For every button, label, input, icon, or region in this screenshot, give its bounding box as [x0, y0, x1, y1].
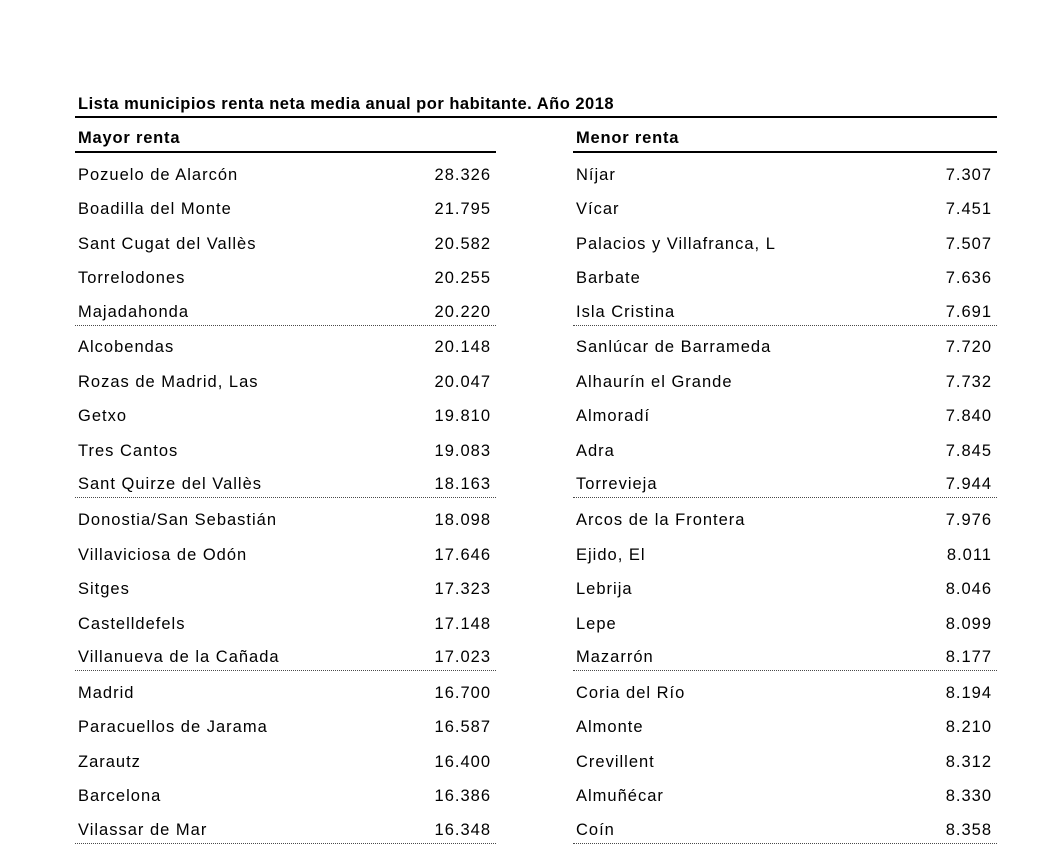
table-row: [75, 360, 496, 395]
municipality-name: Almonte: [576, 718, 644, 737]
income-value: 7.636: [945, 269, 992, 288]
table-row: [573, 464, 997, 499]
income-value: 17.148: [434, 614, 491, 633]
municipality-name: Tres Cantos: [78, 441, 179, 460]
income-value: 28.326: [434, 165, 491, 184]
table-row: [75, 326, 496, 361]
mayor-renta-column: [75, 118, 496, 844]
table-row: [573, 291, 997, 326]
income-value: 7.691: [945, 302, 992, 321]
table-row: [573, 533, 997, 568]
income-value: 17.646: [434, 545, 491, 564]
income-value: 17.323: [434, 580, 491, 599]
municipality-name: Mazarrón: [576, 648, 654, 667]
municipality-name: Coín: [576, 820, 615, 839]
income-value: 19.083: [434, 441, 491, 460]
income-value: 8.099: [945, 614, 992, 633]
income-value: 18.098: [434, 511, 491, 530]
income-value: 8.011: [946, 545, 992, 564]
municipality-name: Sant Quirze del Vallès: [78, 475, 263, 494]
municipality-name: Sant Cugat del Vallès: [78, 234, 257, 253]
income-value: 17.023: [434, 648, 491, 667]
menor-renta-column: [573, 118, 997, 844]
income-value: 21.795: [434, 200, 491, 219]
table-row: [75, 809, 496, 844]
table-row: [573, 222, 997, 257]
income-value: 7.944: [945, 475, 992, 494]
municipality-name: Lepe: [576, 614, 617, 633]
table-row: [573, 498, 997, 533]
table-row: [75, 395, 496, 430]
income-value: 19.810: [434, 407, 491, 426]
table-row: [573, 153, 997, 188]
municipality-name: Paracuellos de Jarama: [78, 718, 268, 737]
municipality-name: Alcobendas: [78, 338, 175, 357]
income-value: 8.194: [945, 683, 992, 702]
municipality-name: Pozuelo de Alarcón: [78, 165, 239, 184]
income-value: 20.582: [434, 234, 491, 253]
income-value: 8.358: [945, 820, 992, 839]
mayor-renta-rows: [75, 153, 496, 844]
municipality-name: Vícar: [576, 200, 620, 219]
income-value: 7.976: [945, 511, 992, 530]
income-value: 7.507: [945, 234, 992, 253]
income-value: 7.720: [945, 338, 992, 357]
table-row: [573, 706, 997, 741]
table-row: [573, 257, 997, 292]
municipality-name: Madrid: [78, 683, 135, 702]
municipality-name: Almoradí: [576, 407, 651, 426]
municipality-name: Torrevieja: [576, 475, 658, 494]
municipality-name: Boadilla del Monte: [78, 200, 232, 219]
table-row: [75, 222, 496, 257]
municipality-name: Vilassar de Mar: [78, 820, 208, 839]
page-title: Lista municipios renta neta media anual por habitante. Año 2018: [78, 95, 615, 113]
column-header-menor-renta: Menor renta: [573, 118, 997, 153]
municipality-name: Sanlúcar de Barrameda: [576, 338, 772, 357]
income-value: 8.177: [945, 648, 992, 667]
table-row: [75, 775, 496, 810]
table-row: [573, 568, 997, 603]
table-row: [573, 395, 997, 430]
municipality-name: Zarautz: [78, 752, 141, 771]
table-row: [573, 188, 997, 223]
table-row: [573, 740, 997, 775]
table-row: [573, 429, 997, 464]
table-row: [573, 360, 997, 395]
municipality-name: Almuñécar: [576, 787, 664, 806]
table-row: [75, 153, 496, 188]
income-table: [75, 118, 997, 844]
table-row: [573, 637, 997, 672]
municipality-name: Barbate: [576, 269, 641, 288]
income-value: 18.163: [434, 475, 491, 494]
table-row: [573, 671, 997, 706]
table-row: [75, 671, 496, 706]
table-row: [75, 498, 496, 533]
income-value: 7.307: [945, 165, 992, 184]
municipality-name: Castelldefels: [78, 614, 186, 633]
table-row: [75, 464, 496, 499]
income-value: 16.386: [434, 787, 491, 806]
municipality-name: Alhaurín el Grande: [576, 372, 733, 391]
municipality-name: Barcelona: [78, 787, 162, 806]
municipality-name: Getxo: [78, 407, 128, 426]
income-value: 8.330: [945, 787, 992, 806]
column-header-mayor-renta: Mayor renta: [75, 118, 496, 153]
table-row: [573, 809, 997, 844]
table-row: [75, 568, 496, 603]
income-value: 16.348: [434, 820, 491, 839]
income-value: 7.732: [945, 372, 992, 391]
municipality-name: Ejido, El: [576, 545, 646, 564]
table-row: [75, 706, 496, 741]
income-value: 8.312: [945, 752, 992, 771]
municipality-name: Sitges: [78, 580, 130, 599]
table-row: [573, 326, 997, 361]
income-value: 7.451: [945, 200, 992, 219]
menor-renta-rows: [573, 153, 997, 844]
municipality-name: Coria del Río: [576, 683, 686, 702]
table-row: [75, 533, 496, 568]
table-row: [75, 740, 496, 775]
municipality-name: Donostia/San Sebastián: [78, 511, 278, 530]
table-row: [573, 602, 997, 637]
table-row: [75, 429, 496, 464]
income-value: 16.587: [434, 718, 491, 737]
income-value: 7.845: [945, 441, 992, 460]
table-row: [75, 257, 496, 292]
income-value: 16.700: [434, 683, 491, 702]
table-row: [75, 637, 496, 672]
municipality-name: Villanueva de la Cañada: [78, 648, 280, 667]
table-row: [75, 291, 496, 326]
municipality-name: Arcos de la Frontera: [576, 511, 746, 530]
income-value: 8.046: [945, 580, 992, 599]
income-value: 20.255: [434, 269, 491, 288]
municipality-name: Adra: [576, 441, 615, 460]
income-value: 20.148: [434, 338, 491, 357]
municipality-name: Lebrija: [576, 580, 633, 599]
municipality-name: Isla Cristina: [576, 302, 676, 321]
income-value: 8.210: [945, 718, 992, 737]
document-page: [75, 94, 997, 844]
municipality-name: Torrelodones: [78, 269, 186, 288]
table-row: [75, 188, 496, 223]
municipality-name: Majadahonda: [78, 302, 189, 321]
income-value: 7.840: [945, 407, 992, 426]
income-value: 20.220: [434, 302, 491, 321]
income-value: 20.047: [434, 372, 491, 391]
municipality-name: Crevillent: [576, 752, 655, 771]
municipality-name: Palacios y Villafranca, L: [576, 234, 776, 253]
table-row: [75, 602, 496, 637]
municipality-name: Rozas de Madrid, Las: [78, 372, 259, 391]
municipality-name: Níjar: [576, 165, 616, 184]
municipality-name: Villaviciosa de Odón: [78, 545, 248, 564]
table-row: [573, 775, 997, 810]
income-value: 16.400: [434, 752, 491, 771]
